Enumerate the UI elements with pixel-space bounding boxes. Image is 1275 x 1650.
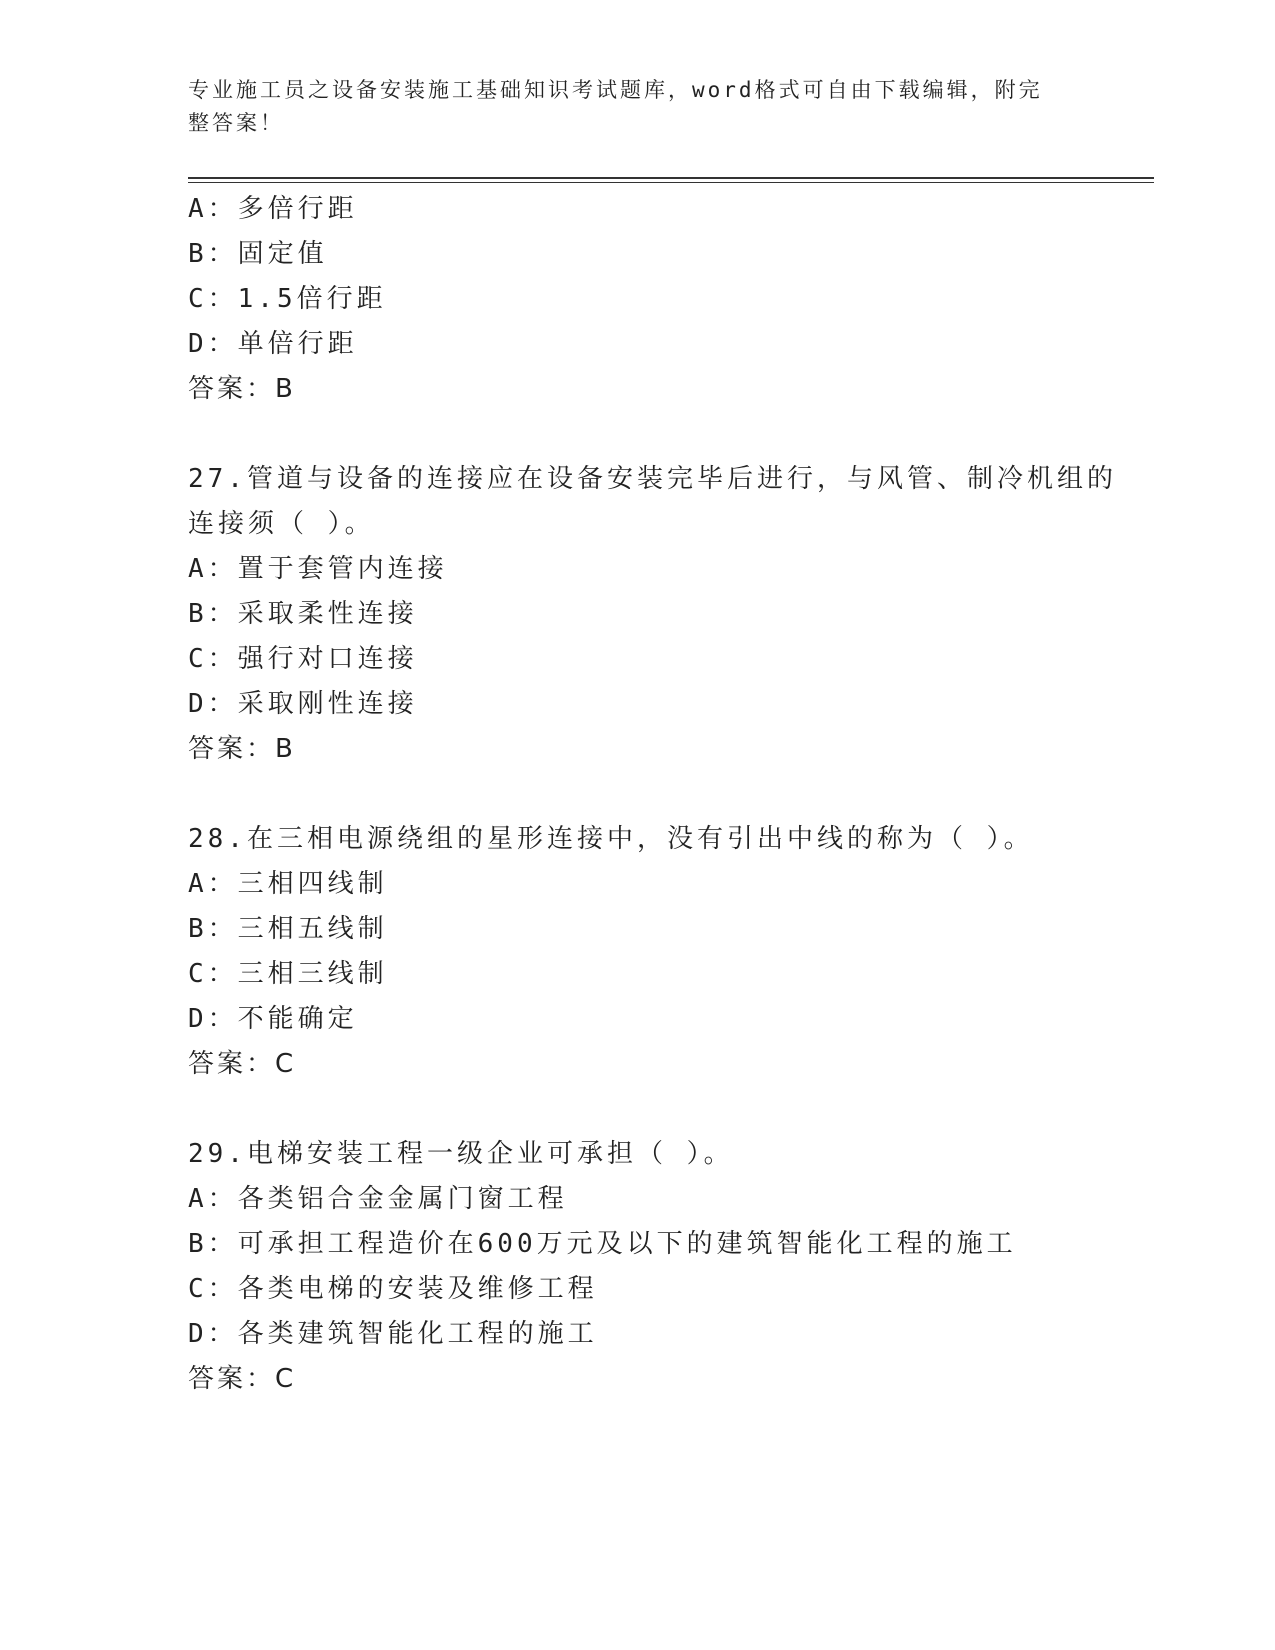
question-29-option-c: C：各类电梯的安装及维修工程 [188,1274,598,1304]
question-27-option-d: D：采取刚性连接 [188,689,418,719]
option-a: A：多倍行距 [188,194,358,224]
question-28-stem: 28.在三相电源绕组的星形连接中，没有引出中线的称为（ ）。 [188,824,1034,854]
header-line-1: 专业施工员之设备安装施工基础知识考试题库，word格式可自由下载编辑，附完 [188,78,1043,102]
option-b: B：固定值 [188,239,328,269]
question-28-option-a: A：三相四线制 [188,869,388,899]
question-27-option-c: C：强行对口连接 [188,644,418,674]
question-29-option-b: B：可承担工程造价在600万元及以下的建筑智能化工程的施工 [188,1229,1017,1259]
answer-line: 答案：B [188,374,296,404]
question-29-option-d: D：各类建筑智能化工程的施工 [188,1319,598,1349]
question-29-option-a: A：各类铝合金金属门窗工程 [188,1184,568,1214]
question-27-answer: 答案：B [188,734,296,764]
question-29-answer: 答案：C [188,1364,297,1394]
question-27-option-a: A：置于套管内连接 [188,554,448,584]
option-c: C：1.5倍行距 [188,284,387,314]
question-28-option-d: D：不能确定 [188,1004,358,1034]
question-27-stem-line-1: 27.管道与设备的连接应在设备安装完毕后进行，与风管、制冷机组的 [188,464,1117,494]
question-28-option-c: C：三相三线制 [188,959,388,989]
header-line-2: 整答案！ [188,111,284,135]
question-27-stem-line-2: 连接须（ ）。 [188,509,375,539]
document-header [188,74,1068,140]
question-28-answer: 答案：C [188,1049,297,1079]
option-d: D：单倍行距 [188,329,358,359]
header-divider-thin [188,182,1154,183]
question-29-stem: 29.电梯安装工程一级企业可承担（ ）。 [188,1139,734,1169]
question-28-option-b: B：三相五线制 [188,914,388,944]
header-divider-thick [188,177,1154,179]
question-27-option-b: B：采取柔性连接 [188,599,418,629]
